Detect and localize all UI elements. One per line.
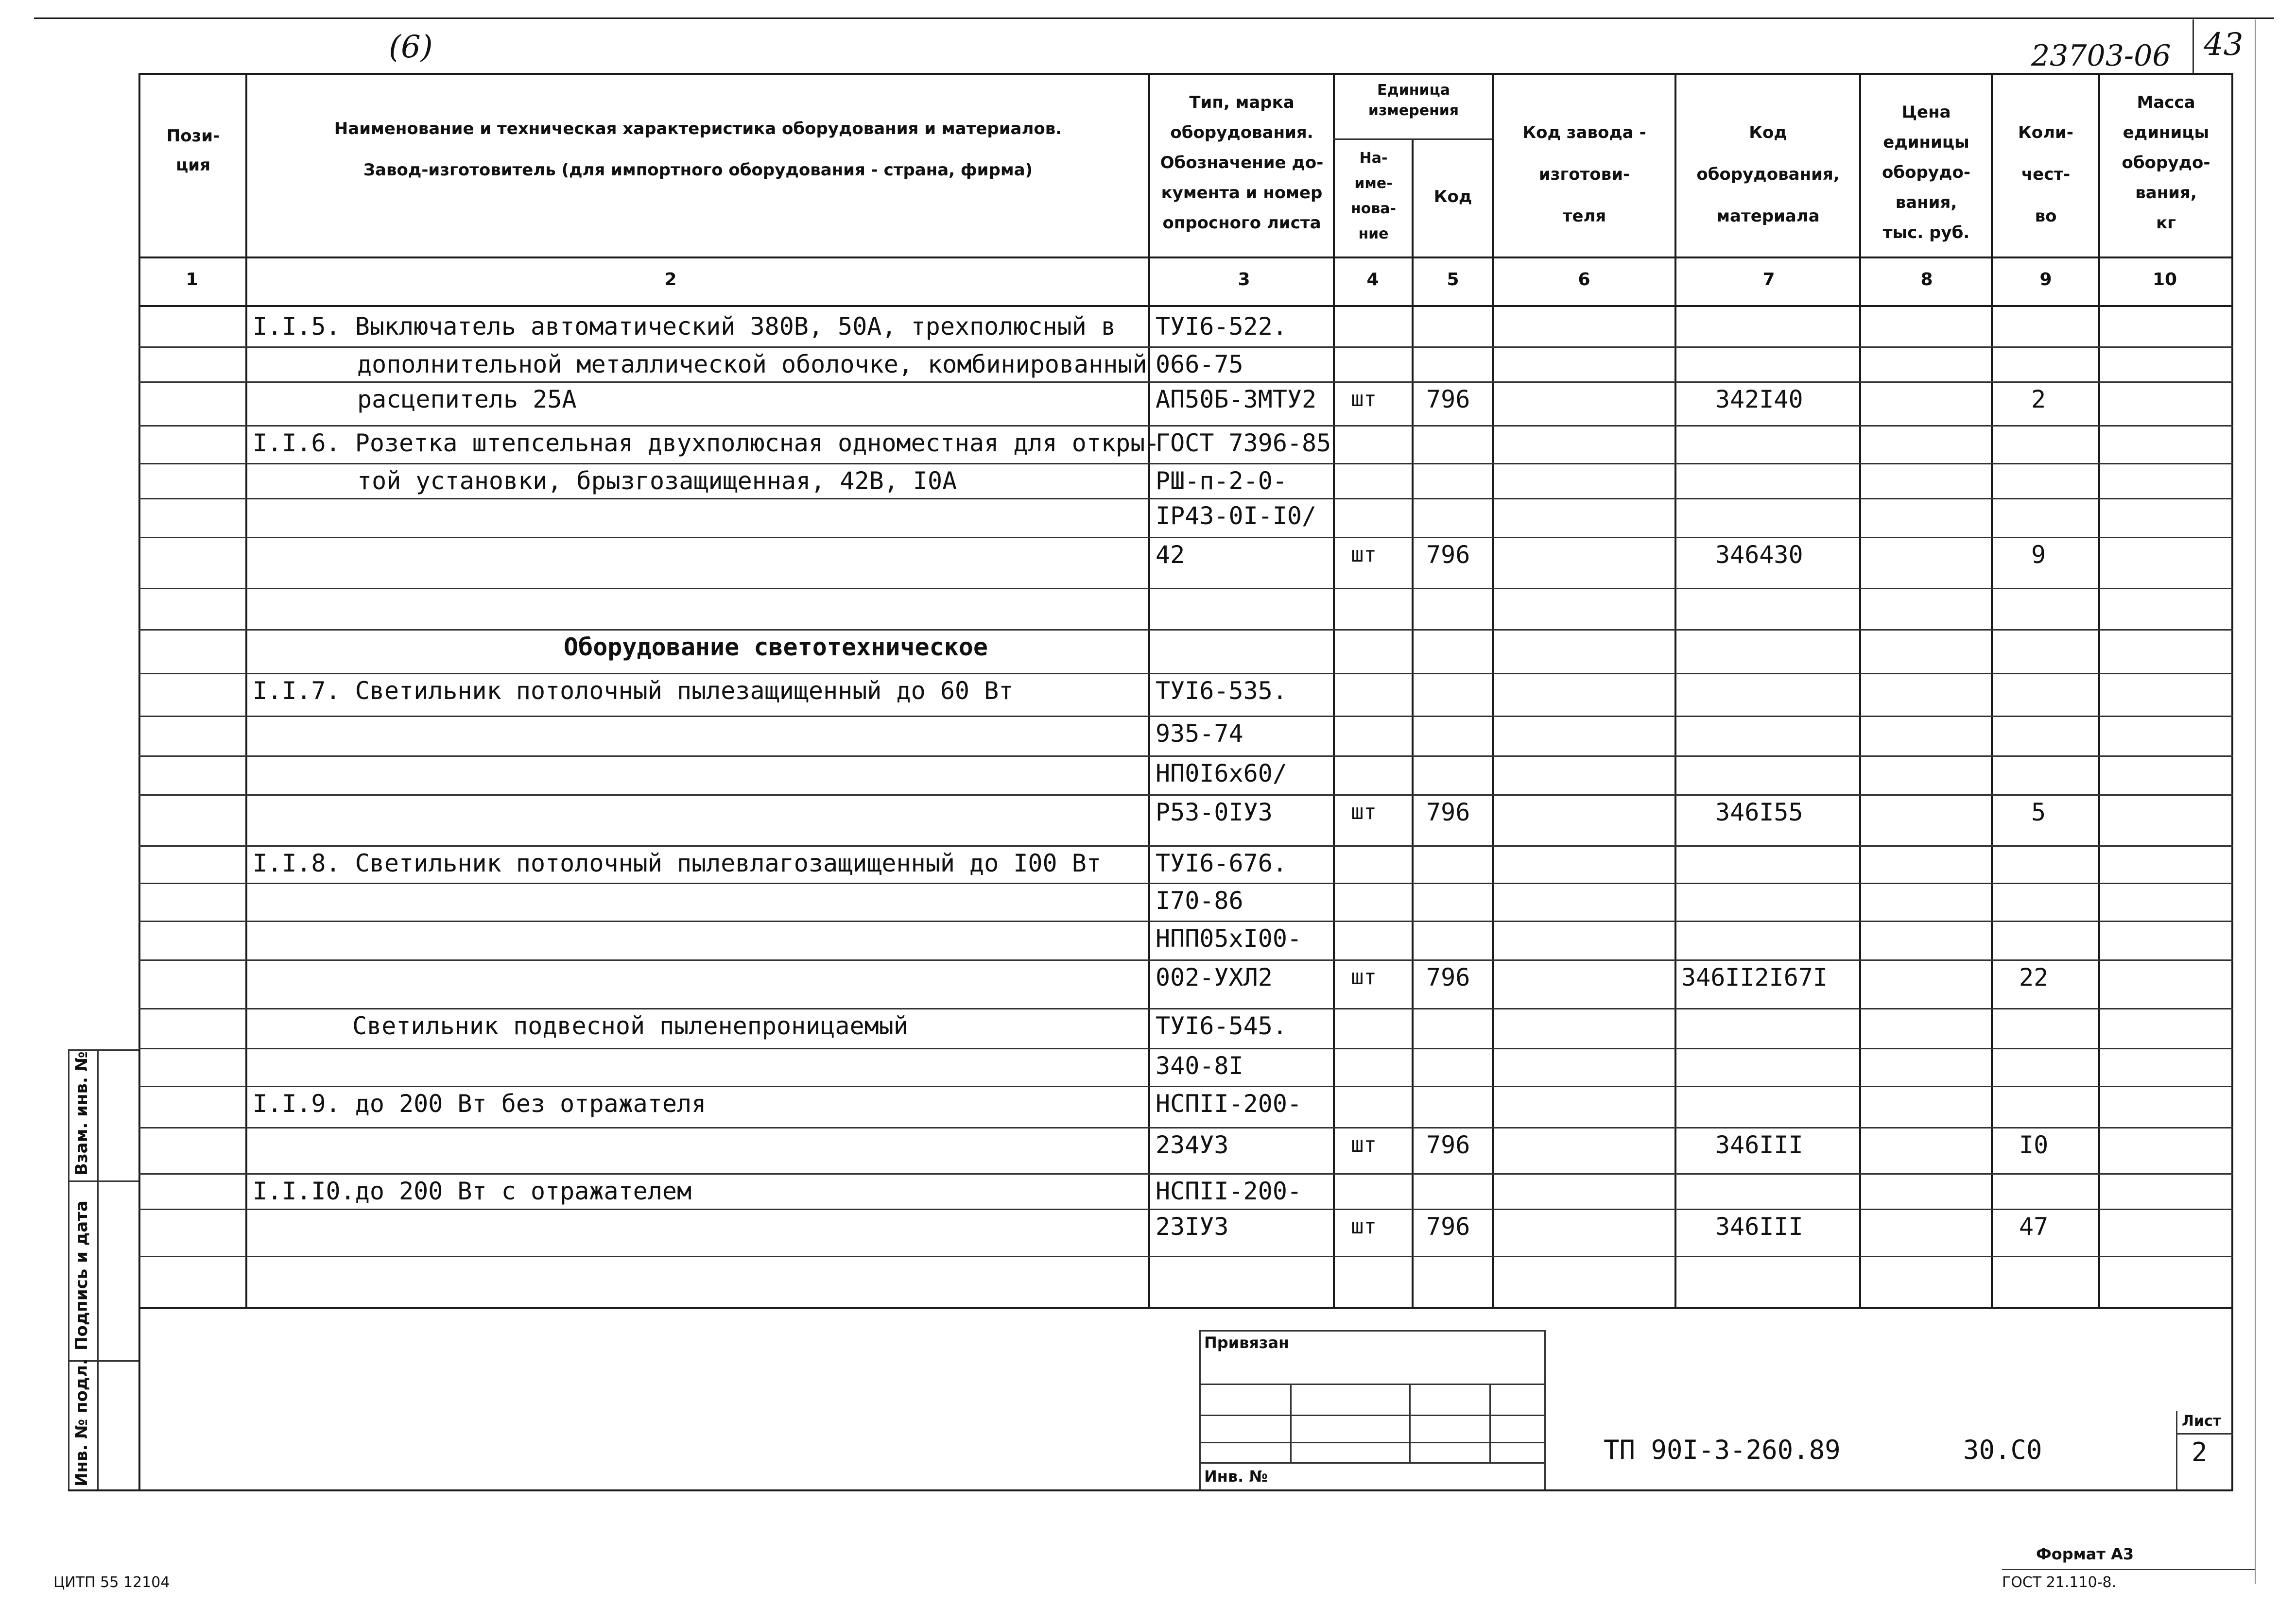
stamp-line-2	[1199, 1415, 1546, 1416]
row-code: 796	[1426, 1131, 1470, 1159]
row-line	[138, 755, 2233, 757]
stamp-left	[1199, 1330, 1201, 1489]
doc-number-handwritten: 23703-06	[2031, 39, 2171, 73]
table-right-border	[2231, 73, 2233, 1491]
row-type: ГОСТ 7396-85	[1156, 429, 1331, 457]
table-left-border	[138, 73, 140, 1491]
row-line	[138, 1048, 2233, 1049]
sign-date-label: Подпись и дата	[72, 1200, 91, 1351]
row-line	[138, 425, 2233, 427]
colnum-3: 3	[1238, 270, 1250, 290]
row-type: ТУI6-535.	[1156, 677, 1287, 705]
row-line	[138, 1127, 2233, 1128]
right-trim-line	[2255, 19, 2256, 1584]
swap-inv-label: Взам. инв. №	[72, 1051, 91, 1176]
stamp-top	[1199, 1330, 1546, 1332]
section-code: 30.С0	[1963, 1435, 2042, 1465]
row-line	[138, 716, 2233, 717]
row-type: IP43-0I-I0/	[1156, 502, 1317, 530]
stamp-tied-label: Привязан	[1204, 1333, 1290, 1352]
row-type: РШ-п-2-0-	[1156, 467, 1287, 495]
row-line	[138, 794, 2233, 796]
col-divider-3	[1333, 73, 1335, 1309]
row-name: Светильник подвесной пыленепроницаемый	[352, 1012, 908, 1040]
sheet-box-left	[2176, 1411, 2177, 1489]
frame-bottom-line	[68, 1489, 2233, 1491]
header-unit-name: На- име- нова- ние	[1350, 150, 1397, 242]
stamp-inv-label: Инв. №	[1204, 1467, 1268, 1486]
header-type: Тип, марка оборудования. Обозначение до- кумента и номер опросного листа	[1160, 93, 1324, 233]
row-code: 796	[1426, 1213, 1470, 1241]
row-type: I70-86	[1156, 887, 1243, 915]
row-line	[138, 629, 2233, 631]
row-type: НСПII-200-	[1156, 1177, 1302, 1205]
side-strip-top	[68, 1049, 138, 1051]
stamp-line-3	[1199, 1442, 1546, 1443]
row-quantity: I0	[2019, 1131, 2049, 1159]
row-name: дополнительной металлической оболочке, комбинированный	[357, 350, 1147, 378]
header-bottom-line	[138, 256, 2233, 258]
row-line	[138, 1173, 2233, 1175]
col-divider-9	[2098, 73, 2100, 1309]
col-divider-6	[1675, 73, 1676, 1309]
header-mass: Масса единицы оборудо- вания, кг	[2122, 93, 2210, 233]
side-strip-div-1	[68, 1180, 138, 1182]
row-type: 23IУ3	[1156, 1213, 1229, 1241]
row-unit: шт	[1351, 542, 1377, 567]
row-quantity: 2	[2031, 385, 2046, 413]
stamp-line-4	[1199, 1462, 1546, 1464]
col-divider-2	[1148, 73, 1150, 1309]
header-unit-code: Код	[1433, 187, 1472, 206]
row-material-code: 346III	[1715, 1213, 1803, 1241]
stamp-line-1	[1199, 1384, 1546, 1385]
row-unit: шт	[1351, 800, 1377, 824]
row-type: ТУI6-676.	[1156, 849, 1287, 877]
row-material-code: 342I40	[1715, 385, 1803, 413]
colnum-8: 8	[1920, 270, 1933, 290]
row-line	[138, 537, 2233, 538]
row-type: ТУI6-545.	[1156, 1012, 1287, 1040]
row-line	[138, 498, 2233, 499]
row-name: I.I.6. Розетка штепсельная двухполюсная одноместная для откры-	[253, 429, 1160, 457]
row-line	[138, 673, 2233, 674]
row-type: 002-УХЛ2	[1156, 963, 1273, 992]
colnum-10: 10	[2152, 270, 2177, 290]
row-code: 796	[1426, 798, 1470, 826]
row-type: 42	[1156, 541, 1185, 569]
number-row-bottom-line	[138, 305, 2233, 307]
header-unit-group: Единица измерения	[1368, 82, 1459, 119]
row-quantity: 22	[2019, 963, 2049, 992]
footer-left: ЦИТП 55 12104	[53, 1574, 170, 1591]
table-body-bottom-line	[138, 1307, 2233, 1309]
row-name: Оборудование светотехническое	[564, 633, 988, 661]
row-name: I.I.9. до 200 Вт без отражателя	[253, 1090, 707, 1118]
row-type: ТУI6-522.	[1156, 312, 1287, 341]
sheet-box-divider	[2192, 19, 2194, 73]
page-marker: (6)	[389, 29, 433, 65]
stamp-v-1	[1290, 1384, 1292, 1462]
row-name: той установки, брызгозащищенная, 42В, I0А	[357, 467, 957, 495]
col-divider-5	[1492, 73, 1494, 1309]
header-name: Наименование и техническая характеристика оборудования и материалов. Завод-изготовитель (для импортного оборудования - страна, фирма)	[334, 119, 1062, 180]
row-line	[138, 381, 2233, 383]
orig-inv-label: Инв. № подл.	[72, 1358, 91, 1487]
row-line	[138, 1008, 2233, 1009]
top-border-line	[34, 17, 2274, 19]
stamp-v-2	[1409, 1384, 1411, 1462]
row-name: расцепитель 25А	[357, 385, 577, 413]
row-type: НП0I6х60/	[1156, 759, 1287, 787]
row-type: 066-75	[1156, 350, 1243, 378]
stamp-right	[1544, 1330, 1546, 1489]
unit-group-divider	[1333, 138, 1492, 140]
doc-code: ТП 90I-3-260.89	[1604, 1435, 1841, 1465]
row-material-code: 346III	[1715, 1131, 1803, 1159]
row-line	[138, 463, 2233, 464]
col-divider-7	[1859, 73, 1861, 1309]
row-code: 796	[1426, 963, 1470, 992]
header-maker-code: Код завода - изготови- теля	[1522, 123, 1646, 226]
col-divider-8	[1991, 73, 1993, 1309]
row-name: I.I.I0.до 200 Вт с отражателем	[253, 1177, 692, 1205]
colnum-9: 9	[2039, 270, 2052, 290]
row-line	[138, 1256, 2233, 1257]
colnum-2: 2	[664, 270, 677, 290]
row-material-code: 346II2I67I	[1681, 963, 1828, 992]
row-unit: шт	[1351, 965, 1377, 990]
row-quantity: 9	[2031, 541, 2046, 569]
row-quantity: 47	[2019, 1213, 2049, 1241]
sheet-number: 2	[2192, 1437, 2208, 1468]
row-code: 796	[1426, 385, 1470, 413]
row-unit: шт	[1351, 387, 1377, 411]
col-divider-4	[1412, 138, 1414, 1309]
row-type: НСПII-200-	[1156, 1090, 1302, 1118]
row-line	[138, 845, 2233, 847]
row-type: АП50Б-3МТУ2	[1156, 385, 1317, 413]
row-type: Р53-0IУ3	[1156, 798, 1273, 826]
row-type: 234У3	[1156, 1131, 1229, 1159]
row-type: НПП05хI00-	[1156, 924, 1302, 953]
row-quantity: 5	[2031, 798, 2046, 826]
row-name: I.I.8. Светильник потолочный пылевлагозащищенный до I00 Вт	[253, 849, 1101, 877]
row-material-code: 346430	[1715, 541, 1803, 569]
row-unit: шт	[1351, 1214, 1377, 1239]
colnum-7: 7	[1762, 270, 1775, 290]
table-top-border	[138, 73, 2233, 75]
header-price: Цена единицы оборудо- вания, тыс. руб.	[1882, 103, 1970, 242]
row-material-code: 346I55	[1715, 798, 1803, 826]
row-name: I.I.7. Светильник потолочный пылезащищенный до 60 Вт	[253, 677, 1014, 705]
sheet-box-mid	[2176, 1433, 2233, 1435]
row-unit: шт	[1351, 1132, 1377, 1157]
sheet-number-top: 43	[2204, 27, 2244, 63]
header-quantity: Коли- чест- во	[2018, 123, 2073, 226]
sheet-label: Лист	[2182, 1413, 2222, 1430]
row-line	[138, 1209, 2233, 1210]
colnum-1: 1	[186, 270, 198, 290]
colnum-6: 6	[1578, 270, 1590, 290]
row-type: 935-74	[1156, 719, 1243, 748]
row-line	[138, 346, 2233, 348]
stamp-v-3	[1489, 1384, 1491, 1462]
footer-gost: ГОСТ 21.110-8.	[2002, 1574, 2117, 1591]
header-position: Пози- ция	[166, 126, 220, 175]
colnum-4: 4	[1366, 270, 1379, 290]
row-line	[138, 588, 2233, 589]
row-line	[138, 1086, 2233, 1087]
side-strip-inner	[97, 1049, 99, 1489]
footer-format: Формат А3	[2036, 1545, 2134, 1563]
row-code: 796	[1426, 541, 1470, 569]
row-line	[138, 883, 2233, 884]
header-material-code: Код оборудования, материала	[1696, 123, 1840, 226]
footer-dash-line	[2002, 1569, 2255, 1570]
row-line	[138, 921, 2233, 922]
row-type: 340-8I	[1156, 1052, 1243, 1080]
col-divider-1	[245, 73, 247, 1309]
row-name: I.I.5. Выключатель автоматический 380В, 50А, трехполюсный в	[253, 312, 1116, 341]
colnum-5: 5	[1447, 270, 1459, 290]
side-strip-outer	[68, 1049, 69, 1489]
row-line	[138, 959, 2233, 961]
